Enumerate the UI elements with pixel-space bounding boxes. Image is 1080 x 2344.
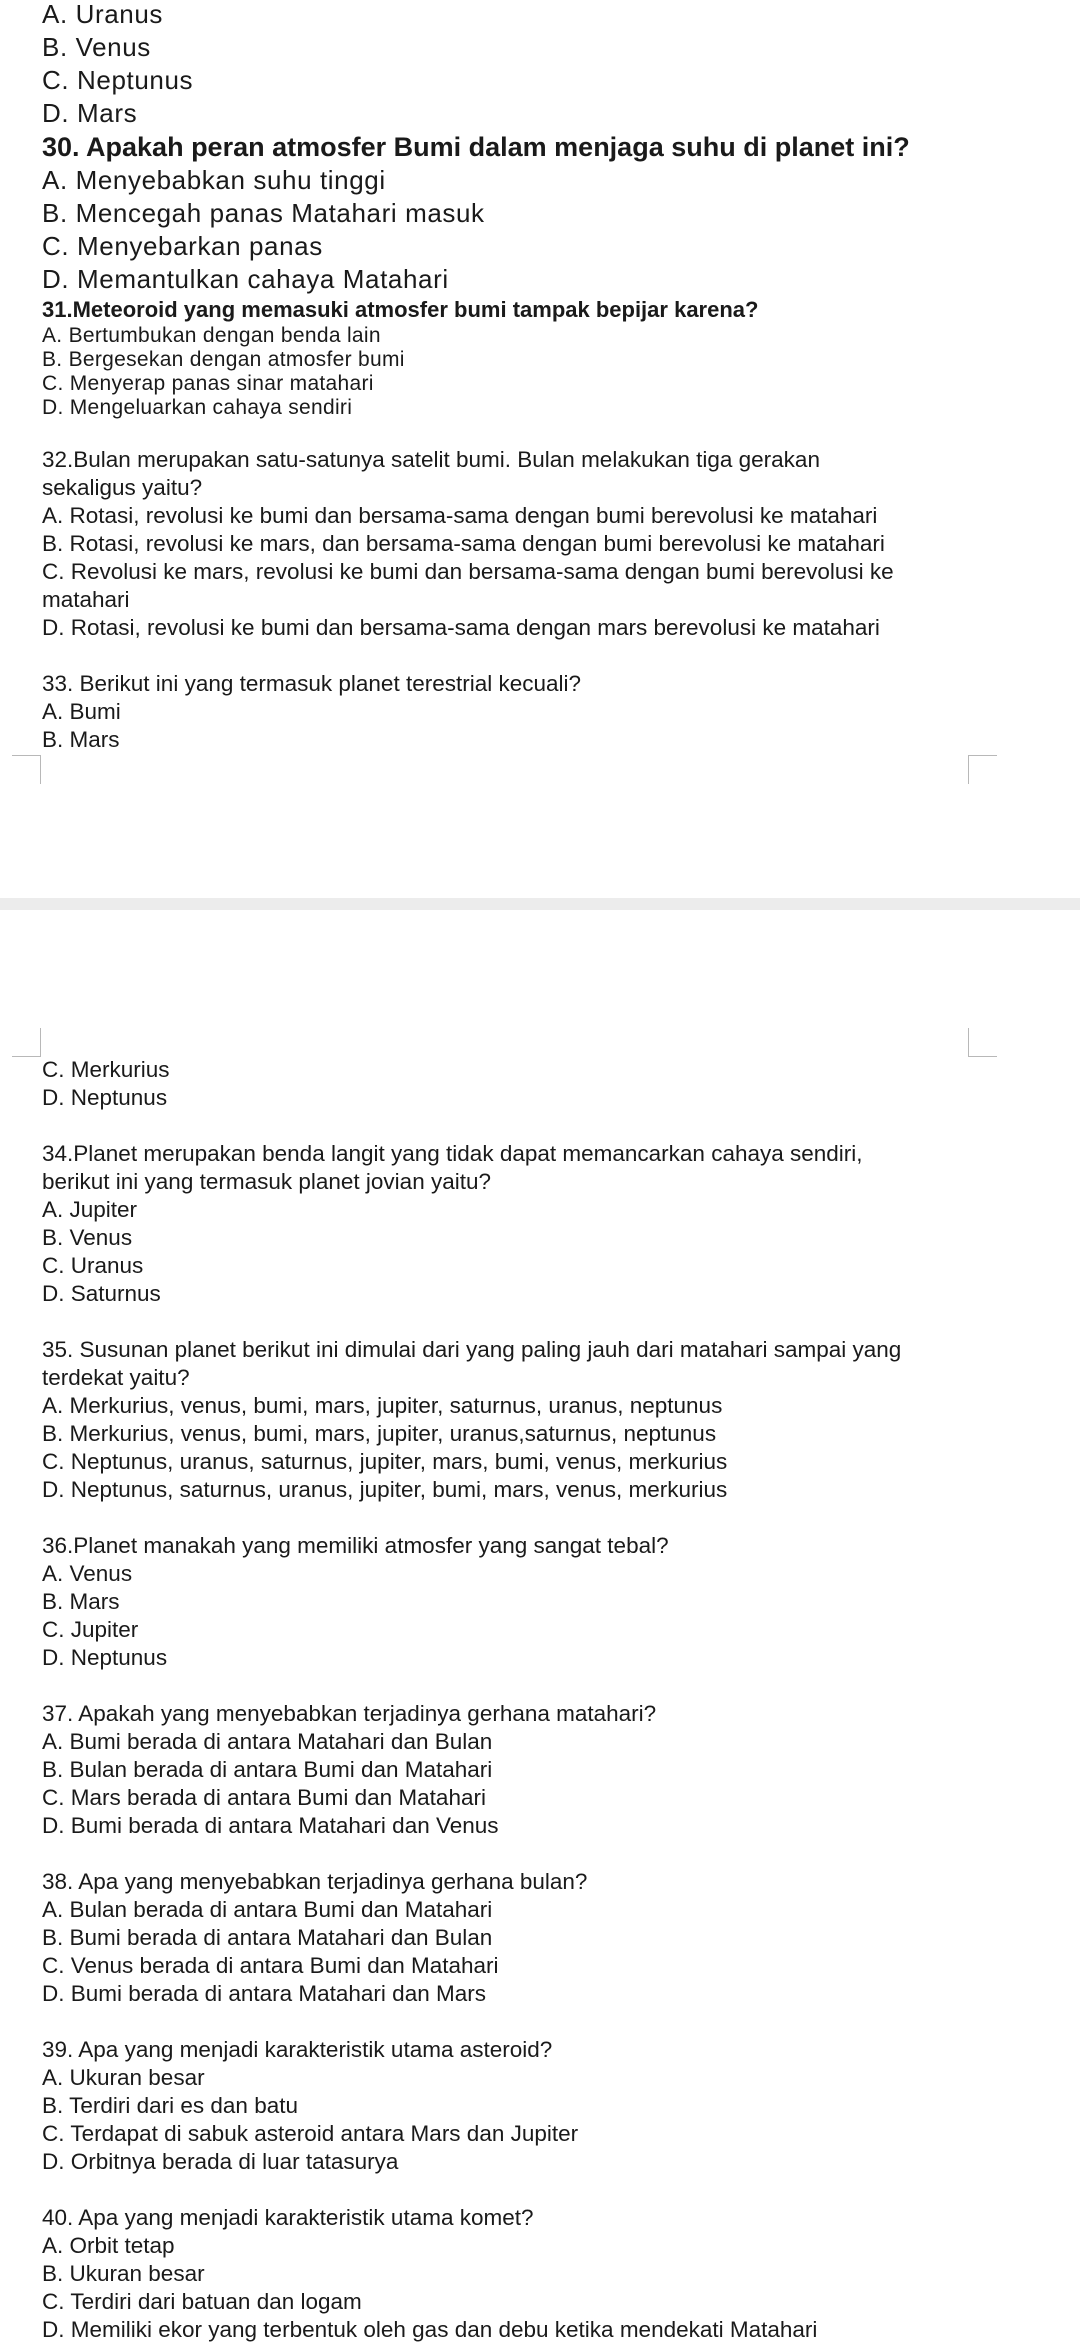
q40-option-d: D. Memiliki ekor yang terbentuk oleh gas dan debu ketika mendekati Matahari — [42, 2317, 818, 2342]
q35-question-line-1: 35. Susunan planet berikut ini dimulai dari yang paling jauh dari matahari sampai yang — [42, 1337, 902, 1362]
q40-question: 40. Apa yang menjadi karakteristik utama komet? — [42, 2205, 534, 2230]
page-2-content — [42, 1056, 1042, 2344]
q30-option-a: A. Menyebabkan suhu tinggi — [42, 165, 386, 195]
q29-option-b: B. Venus — [42, 32, 151, 62]
q36-option-b: B. Mars — [42, 1589, 120, 1614]
q30-option-d: D. Memantulkan cahaya Matahari — [42, 264, 449, 294]
page-break-gap — [0, 898, 1080, 910]
q36-option-d: D. Neptunus — [42, 1645, 168, 1670]
page-margin-corner-bottom-left — [12, 1028, 41, 1057]
q33-option-b: B. Mars — [42, 727, 120, 752]
q31-question: 31.Meteoroid yang memasuki atmosfer bumi tampak bepijar karena? — [42, 297, 759, 322]
q30-option-b: B. Mencegah panas Matahari masuk — [42, 198, 485, 228]
q34-question-line-1: 34.Planet merupakan benda langit yang tidak dapat memancarkan cahaya sendiri, — [42, 1141, 863, 1166]
q36-option-c: C. Jupiter — [42, 1617, 139, 1642]
q38-question: 38. Apa yang menyebabkan terjadinya gerhana bulan? — [42, 1869, 588, 1894]
q38-option-b: B. Bumi berada di antara Matahari dan Bulan — [42, 1925, 493, 1950]
q31-option-d: D. Mengeluarkan cahaya sendiri — [42, 396, 353, 419]
q37-option-c: C. Mars berada di antara Bumi dan Matahari — [42, 1785, 486, 1810]
q35-question-line-2: terdekat yaitu? — [42, 1365, 190, 1390]
q34-option-a: A. Jupiter — [42, 1197, 138, 1222]
q37-option-b: B. Bulan berada di antara Bumi dan Matahari — [42, 1757, 493, 1782]
q40-option-a: A. Orbit tetap — [42, 2233, 175, 2258]
q36-option-a: A. Venus — [42, 1561, 133, 1586]
q36-question: 36.Planet manakah yang memiliki atmosfer yang sangat tebal? — [42, 1533, 669, 1558]
q32-option-c: C. Revolusi ke mars, revolusi ke bumi dan bersama-sama dengan bumi berevolusi ke — [42, 559, 894, 584]
q29-option-a: A. Uranus — [42, 0, 164, 29]
document-page-1 — [0, 0, 1080, 898]
document-page-2 — [0, 910, 1080, 2340]
q39-question: 39. Apa yang menjadi karakteristik utama asteroid? — [42, 2037, 553, 2062]
page-margin-corner-top-right — [968, 755, 997, 784]
q29-option-c: C. Neptunus — [42, 65, 194, 95]
q34-option-b: B. Venus — [42, 1225, 133, 1250]
q34-option-c: C. Uranus — [42, 1253, 144, 1278]
q35-option-c: C. Neptunus, uranus, saturnus, jupiter, mars, bumi, venus, merkurius — [42, 1449, 728, 1474]
q32-option-b: B. Rotasi, revolusi ke mars, dan bersama-sama dengan bumi berevolusi ke matahari — [42, 531, 885, 556]
q37-option-a: A. Bumi berada di antara Matahari dan Bulan — [42, 1729, 493, 1754]
q29-option-d: D. Mars — [42, 98, 138, 128]
q31-option-b: B. Bergesekan dengan atmosfer bumi — [42, 348, 405, 371]
q32-option-c-cont: matahari — [42, 587, 130, 612]
q30-question: 30. Apakah peran atmosfer Bumi dalam menjaga suhu di planet ini? — [42, 132, 910, 162]
q31-option-c: C. Menyerap panas sinar matahari — [42, 372, 374, 395]
page-margin-corner-bottom-right — [968, 1028, 997, 1057]
q31-option-a: A. Bertumbukan dengan benda lain — [42, 324, 381, 347]
q37-option-d: D. Bumi berada di antara Matahari dan Venus — [42, 1813, 499, 1838]
q38-option-a: A. Bulan berada di antara Bumi dan Matahari — [42, 1897, 493, 1922]
q33-option-c: C. Merkurius — [42, 1057, 170, 1082]
q40-option-b: B. Ukuran besar — [42, 2261, 205, 2286]
q35-option-d: D. Neptunus, saturnus, uranus, jupiter, bumi, mars, venus, merkurius — [42, 1477, 728, 1502]
q38-option-d: D. Bumi berada di antara Matahari dan Mars — [42, 1981, 486, 2006]
q40-option-c: C. Terdiri dari batuan dan logam — [42, 2289, 362, 2314]
q32-option-d: D. Rotasi, revolusi ke bumi dan bersama-sama dengan mars berevolusi ke matahari — [42, 615, 880, 640]
q32-option-a: A. Rotasi, revolusi ke bumi dan bersama-sama dengan bumi berevolusi ke matahari — [42, 503, 878, 528]
q38-option-c: C. Venus berada di antara Bumi dan Matahari — [42, 1953, 499, 1978]
q33-option-d: D. Neptunus — [42, 1085, 168, 1110]
q33-question: 33. Berikut ini yang termasuk planet terestrial kecuali? — [42, 671, 582, 696]
page-margin-corner-top-left — [12, 755, 41, 784]
q32-question-line-1: 32.Bulan merupakan satu-satunya satelit bumi. Bulan melakukan tiga gerakan — [42, 447, 820, 472]
page-1-content — [42, 0, 1042, 754]
q34-option-d: D. Saturnus — [42, 1281, 161, 1306]
q32-question-line-2: sekaligus yaitu? — [42, 475, 203, 500]
q33-option-a: A. Bumi — [42, 699, 121, 724]
q30-option-c: C. Menyebarkan panas — [42, 231, 323, 261]
q34-question-line-2: berikut ini yang termasuk planet jovian yaitu? — [42, 1169, 492, 1194]
q39-option-b: B. Terdiri dari es dan batu — [42, 2093, 298, 2118]
q39-option-a: A. Ukuran besar — [42, 2065, 205, 2090]
q39-option-c: C. Terdapat di sabuk asteroid antara Mars dan Jupiter — [42, 2121, 579, 2146]
q39-option-d: D. Orbitnya berada di luar tatasurya — [42, 2149, 399, 2174]
q35-option-b: B. Merkurius, venus, bumi, mars, jupiter, uranus,saturnus, neptunus — [42, 1421, 717, 1446]
q37-question: 37. Apakah yang menyebabkan terjadinya gerhana matahari? — [42, 1701, 657, 1726]
q35-option-a: A. Merkurius, venus, bumi, mars, jupiter, saturnus, uranus, neptunus — [42, 1393, 723, 1418]
